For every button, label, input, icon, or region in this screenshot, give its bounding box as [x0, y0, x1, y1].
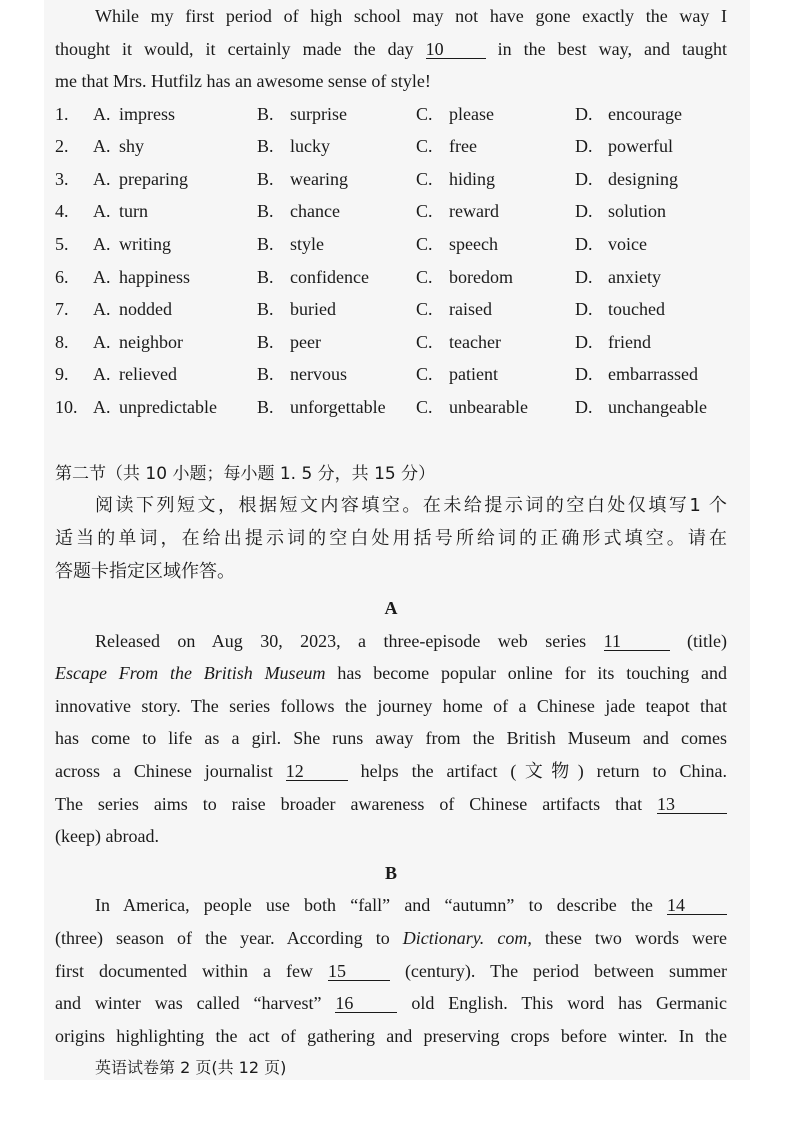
option-letter-a: A. [93, 364, 111, 385]
passage-b-heading: B [384, 862, 397, 883]
section-2-instruction-2: 适当的单词，在给出提示词的空白处用括号所给词的正确形式填空。请在 [55, 527, 727, 549]
option-b: surprise [290, 103, 347, 124]
option-d: touched [608, 299, 665, 320]
option-row [55, 98, 707, 131]
option-b: peer [290, 331, 321, 352]
option-a: happiness [119, 266, 190, 287]
option-letter-d: D. [575, 233, 593, 254]
section-2-title: 第二节（共 10 小题；每小题 1. 5 分，共 15 分） [55, 463, 436, 484]
option-letter-c: C. [416, 103, 433, 124]
option-c: hiding [449, 168, 496, 189]
option-d: voice [608, 233, 647, 254]
passage-b-line-4-text-b: old English. This word has Germanic [411, 993, 727, 1014]
passage-a-line-3: innovative story. The series follows the journey home of a Chinese jade teapot that [55, 695, 727, 716]
option-letter-d: D. [575, 396, 593, 417]
option-row [55, 359, 707, 392]
option-letter-a: A. [93, 396, 111, 417]
option-b: wearing [290, 168, 348, 189]
option-b: style [290, 233, 324, 254]
passage-a-heading: A [384, 598, 398, 619]
passage-a-line-5-text-b: helps the artifact (文物) return to China. [360, 761, 727, 782]
question-number: 8. [55, 331, 69, 352]
blank-15: 15 [328, 962, 390, 981]
passage-b-line-5: origins highlighting the act of gathering and preserving crops before winter. In the [55, 1025, 727, 1046]
option-letter-d: D. [575, 331, 593, 352]
passage-a-line-6-text: The series aims to raise broader awareness of Chinese artifacts that [55, 793, 643, 814]
question-number: 5. [55, 233, 69, 254]
option-row [55, 196, 707, 229]
option-letter-b: B. [257, 364, 274, 385]
option-row [55, 228, 707, 261]
option-a: unpredictable [119, 396, 217, 417]
question-number: 4. [55, 201, 69, 222]
passage-a-line-2-text: has become popular online for its touching and [337, 663, 728, 684]
option-letter-d: D. [575, 266, 593, 287]
option-a: turn [119, 201, 148, 222]
options-table [55, 98, 707, 424]
option-letter-a: A. [93, 168, 111, 189]
intro-line-3: me that Mrs. Hutfilz has an awesome sense of style! [55, 71, 431, 92]
option-row [55, 293, 707, 326]
intro-line-2 [55, 33, 727, 66]
option-c: please [449, 103, 494, 124]
passage-b-line-2 [55, 922, 727, 955]
option-letter-a: A. [93, 331, 111, 352]
option-letter-b: B. [257, 103, 274, 124]
passage-a-line-4: has come to life as a girl. She runs away from the British Museum and comes [55, 728, 727, 749]
option-c: unbearable [449, 396, 528, 417]
question-number: 6. [55, 266, 69, 287]
option-b: lucky [290, 136, 330, 157]
option-a: relieved [119, 364, 177, 385]
passage-b-line-4 [55, 987, 727, 1020]
option-letter-b: B. [257, 266, 274, 287]
option-c: teacher [449, 331, 501, 352]
page-footer: 英语试卷第 2 页(共 12 页) [95, 1058, 287, 1078]
passage-a-line-5 [55, 755, 727, 788]
option-letter-a: A. [93, 266, 111, 287]
section-2-instruction-3: 答题卡指定区域作答。 [55, 560, 235, 582]
passage-b-line-1 [55, 889, 727, 922]
option-letter-d: D. [575, 299, 593, 320]
option-letter-b: B. [257, 233, 274, 254]
passage-b-line-2-text-a: (three) season of the year. According to [55, 928, 390, 949]
blank-11: 11 [604, 632, 670, 651]
option-letter-b: B. [257, 201, 274, 222]
option-row [55, 130, 707, 163]
question-number: 3. [55, 168, 69, 189]
question-number: 9. [55, 364, 69, 385]
option-letter-a: A. [93, 201, 111, 222]
option-c: raised [449, 299, 492, 320]
option-a: nodded [119, 299, 172, 320]
passage-a-line-7: (keep) abroad. [55, 826, 159, 847]
option-letter-d: D. [575, 168, 593, 189]
exam-page [55, 0, 727, 1084]
option-b: unforgettable [290, 396, 386, 417]
passage-b-line-3-text-a: first documented within a few [55, 960, 313, 981]
question-number: 7. [55, 299, 69, 320]
option-letter-d: D. [575, 201, 593, 222]
passage-a-line-1-text-a: Released on Aug 30, 2023, a three-episode web series [95, 630, 587, 651]
option-b: nervous [290, 364, 347, 385]
option-c: reward [449, 201, 499, 222]
option-row [55, 391, 707, 424]
blank-14: 14 [667, 896, 727, 915]
option-d: solution [608, 201, 667, 222]
option-c: speech [449, 233, 498, 254]
option-letter-b: B. [257, 168, 274, 189]
option-a: writing [119, 233, 171, 254]
option-letter-b: B. [257, 396, 274, 417]
option-letter-b: B. [257, 331, 274, 352]
passage-b-line-4-text-a: and winter was called “harvest” [55, 993, 322, 1014]
option-letter-c: C. [416, 396, 433, 417]
option-letter-a: A. [93, 233, 111, 254]
passage-b-line-3 [55, 955, 727, 988]
option-letter-c: C. [416, 331, 433, 352]
passage-a-line-5-text-a: across a Chinese journalist [55, 761, 273, 782]
passage-b-line-2-text-b: , these two words were [527, 928, 727, 949]
option-letter-c: C. [416, 136, 433, 157]
option-letter-c: C. [416, 364, 433, 385]
blank-10: 10 [426, 40, 486, 59]
blank-13: 13 [657, 795, 727, 814]
blank-12: 12 [286, 762, 348, 781]
passage-b-line-3-text-b: (century). The period between summer [404, 960, 727, 981]
passage-a-line-1 [55, 625, 727, 658]
option-c: patient [449, 364, 498, 385]
option-letter-c: C. [416, 201, 433, 222]
option-letter-b: B. [257, 136, 274, 157]
option-d: unchangeable [608, 396, 707, 417]
option-a: preparing [119, 168, 188, 189]
option-d: embarrassed [608, 364, 698, 385]
option-row [55, 326, 707, 359]
dictionary-name: Dictionary. com [402, 928, 528, 949]
option-a: impress [119, 103, 175, 124]
option-row [55, 163, 707, 196]
question-number: 2. [55, 136, 69, 157]
option-letter-a: A. [93, 299, 111, 320]
option-d: anxiety [608, 266, 661, 287]
option-letter-c: C. [416, 299, 433, 320]
option-d: designing [608, 168, 678, 189]
passage-a-line-1-text-b: (title) [687, 630, 728, 651]
passage-a-line-2 [55, 657, 727, 690]
option-c: free [449, 136, 477, 157]
option-letter-d: D. [575, 103, 593, 124]
option-b: chance [290, 201, 340, 222]
option-a: neighbor [119, 331, 183, 352]
option-letter-c: C. [416, 266, 433, 287]
option-letter-a: A. [93, 136, 111, 157]
option-letter-b: B. [257, 299, 274, 320]
option-d: encourage [608, 103, 682, 124]
option-letter-c: C. [416, 168, 433, 189]
option-d: powerful [608, 136, 673, 157]
passage-b-line-1-text: In America, people use both “fall” and “autumn” to describe the [95, 895, 653, 916]
option-row [55, 261, 707, 294]
option-b: confidence [290, 266, 369, 287]
option-letter-a: A. [93, 103, 111, 124]
option-a: shy [119, 136, 145, 157]
option-letter-d: D. [575, 364, 593, 385]
intro-line-2-text-b: in the best way, and taught [497, 38, 728, 59]
option-letter-c: C. [416, 233, 433, 254]
option-c: boredom [449, 266, 513, 287]
option-b: buried [290, 299, 336, 320]
blank-16: 16 [335, 994, 397, 1013]
intro-line-2-text-a: thought it would, it certainly made the day [55, 38, 414, 59]
series-title: Escape From the British Museum [55, 663, 326, 684]
option-letter-d: D. [575, 136, 593, 157]
question-number: 10. [55, 396, 78, 417]
intro-line-1: While my first period of high school may not have gone exactly the way I [95, 6, 727, 26]
question-number: 1. [55, 103, 69, 124]
option-d: friend [608, 331, 651, 352]
passage-a-line-6 [55, 788, 727, 821]
section-2-instruction-1: 阅读下列短文，根据短文内容填空。在未给提示词的空白处仅填写1 个 [95, 495, 727, 517]
